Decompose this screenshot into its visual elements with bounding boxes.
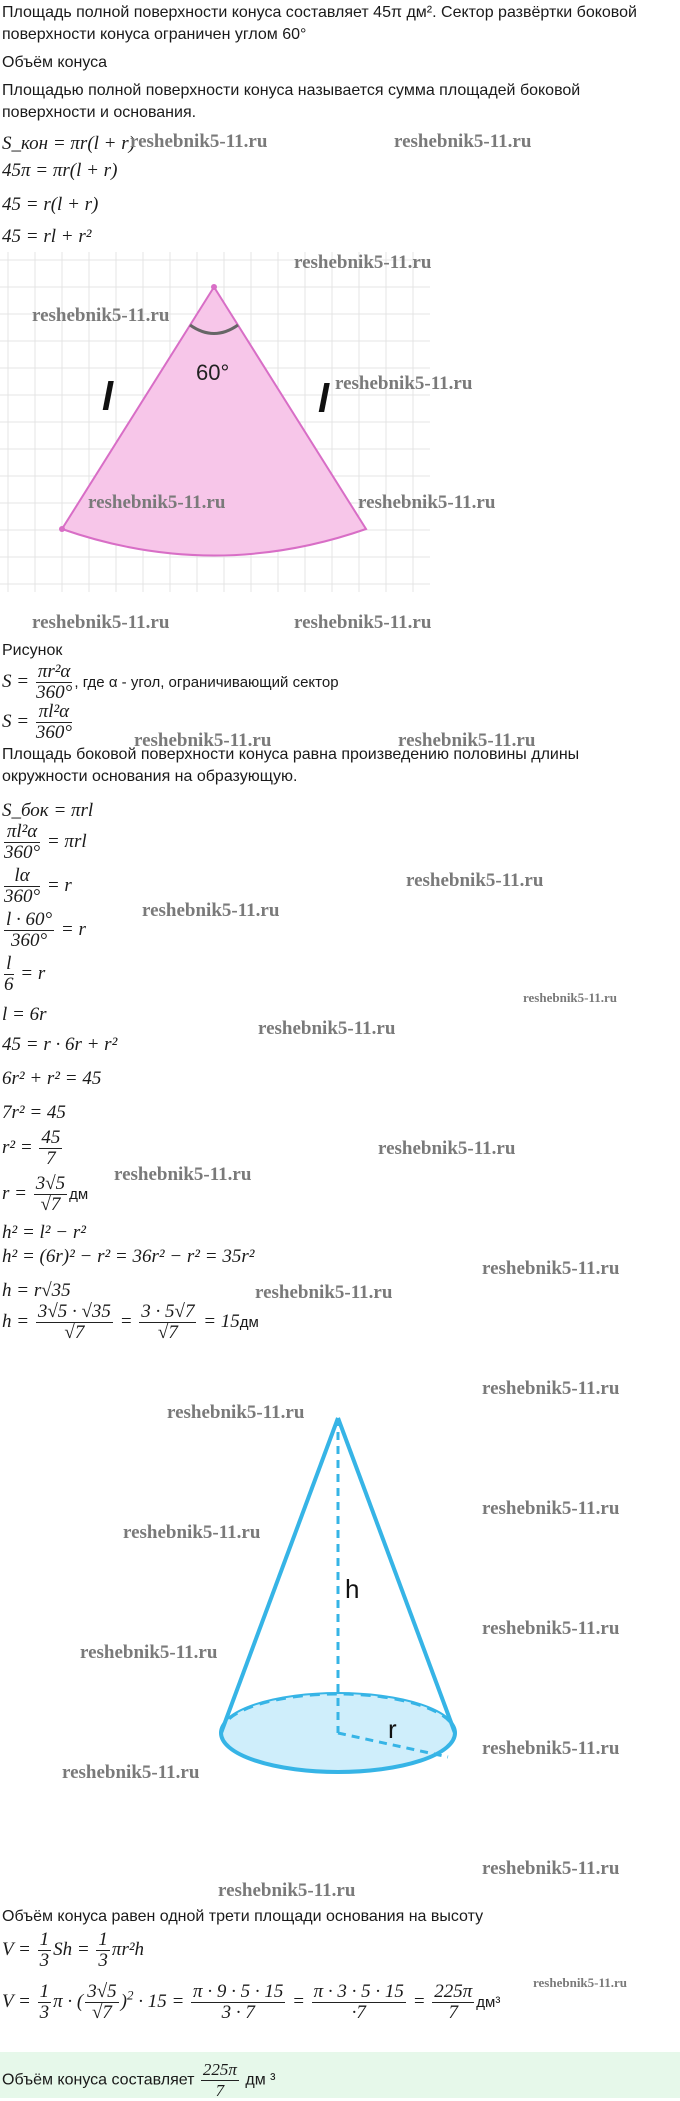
watermark: reshebnik5-11.ru bbox=[62, 1762, 200, 1783]
watermark: reshebnik5-11.ru bbox=[114, 1164, 252, 1185]
watermark: reshebnik5-11.ru bbox=[394, 131, 532, 152]
answer-num: 225π bbox=[202, 2060, 237, 2079]
watermark: reshebnik5-11.ru bbox=[294, 252, 432, 273]
eq-h-r: h = r√35 bbox=[2, 1280, 71, 1301]
eq-h-result: h = $\frac{3√5 \cdot √35}{√7}$ = $\frac{3 \cdot 5√7}{√7}$ = 15дм bbox=[2, 1301, 259, 1343]
s1-den: 360° bbox=[36, 682, 73, 703]
figure-caption: Рисунок bbox=[2, 642, 63, 659]
step-f1: $\frac{\text{πl²α}}{360^\circ}$ = πrl bbox=[4, 821, 87, 863]
watermark: reshebnik5-11.ru bbox=[130, 131, 268, 152]
s1-note: , где α - угол, ограничивающий сектор bbox=[74, 673, 339, 691]
radius-label: r bbox=[388, 1714, 397, 1744]
step-f4: $\frac{l}{6}$ = r bbox=[4, 953, 46, 995]
eq-r: r = $\frac{3√5}{√7}$ дм bbox=[2, 1173, 89, 1215]
cone-side-left bbox=[221, 1418, 338, 1733]
watermark: reshebnik5-11.ru bbox=[80, 1642, 218, 1663]
definition-line-1: Площадью полной поверхности конуса называется сумма площадей боковой bbox=[2, 82, 581, 99]
problem-line-1: Площадь полной поверхности конуса составляет 45π дм². Сектор развёртки боковой bbox=[2, 4, 637, 21]
s2-den: 360° bbox=[35, 722, 72, 743]
sector-apex-point bbox=[211, 284, 217, 290]
watermark: reshebnik5-11.ru bbox=[358, 492, 496, 513]
eq-7r: 7r² = 45 bbox=[2, 1102, 66, 1123]
volume-eq-2: V = $\frac{1}{3}$ π · ( $\frac{3√5}{√7}$ )$^2$ · 15 = $\frac{\pi \cdot 9 \cdot 5 \cdot 15}{3 \cdot 7}$ = $\frac{\pi \cdot 3 \cdot 5 \cdot 15}{\cdot 7}$ = $\frac{225\pi}{7}$ дм³ bbox=[2, 1981, 501, 2023]
lateral-line-2: окружности основания на образующую. bbox=[2, 768, 298, 785]
sector-left-point bbox=[59, 526, 65, 532]
cone-figure bbox=[0, 1400, 500, 1820]
watermark: reshebnik5-11.ru bbox=[88, 492, 226, 513]
height-label: h bbox=[345, 1574, 360, 1604]
eq-45: 45 = r · 6r + r² bbox=[2, 1034, 118, 1055]
volume-rule: Объём конуса равен одной трети площади основания на высоту bbox=[2, 1908, 484, 1925]
eq-6r: 6r² + r² = 45 bbox=[2, 1068, 102, 1089]
watermark: reshebnik5-11.ru bbox=[406, 870, 544, 891]
answer-den: 7 bbox=[215, 2081, 225, 2100]
eq-r2: r² = $\frac{45}{7}$ bbox=[2, 1127, 61, 1169]
s2-num: πl²α bbox=[36, 702, 72, 723]
eq-s-con: S_кон = πr(l + r) bbox=[2, 133, 135, 154]
watermark: reshebnik5-11.ru bbox=[134, 730, 272, 751]
angle-label: 60° bbox=[196, 360, 230, 385]
step-f2: $\frac{l\alpha}{360^\circ}$ = r bbox=[4, 865, 72, 907]
watermark: reshebnik5-11.ru bbox=[32, 305, 170, 326]
eq-4: 45 = rl + r² bbox=[2, 226, 92, 247]
watermark: reshebnik5-11.ru bbox=[482, 1858, 620, 1879]
sector-formula-1: S = $\frac{\text{πr²α}}{360^\circ}$ , где α - угол, ограничивающий сектор bbox=[2, 661, 339, 703]
watermark: reshebnik5-11.ru bbox=[255, 1282, 393, 1303]
answer bbox=[2, 2060, 276, 2101]
watermark: reshebnik5-11.ru bbox=[142, 900, 280, 921]
watermark: reshebnik5-11.ru bbox=[335, 373, 473, 394]
watermark: reshebnik5-11.ru bbox=[167, 1402, 305, 1423]
problem-line-2: поверхности конуса ограничен углом 60° bbox=[2, 26, 307, 43]
eq-l: l = 6r bbox=[2, 1004, 47, 1025]
watermark: reshebnik5-11.ru bbox=[533, 1975, 628, 1990]
definition-line-2: поверхности и основания. bbox=[2, 104, 197, 121]
watermark: reshebnik5-11.ru bbox=[378, 1138, 516, 1159]
watermark: reshebnik5-11.ru bbox=[32, 612, 170, 633]
watermark: reshebnik5-11.ru bbox=[482, 1378, 620, 1399]
sector-shape bbox=[62, 287, 366, 556]
eq-2: 45π = πr(l + r) bbox=[2, 160, 118, 181]
side-label-left: l bbox=[102, 375, 114, 419]
step-f3: $\frac{l \cdot 60^\circ}{360^\circ}$ = r bbox=[6, 909, 86, 951]
eq-h2b: h² = (6r)² − r² = 36r² − r² = 35r² bbox=[2, 1246, 255, 1267]
watermark: reshebnik5-11.ru bbox=[123, 1522, 261, 1543]
question: Объём конуса bbox=[2, 54, 108, 71]
watermark: reshebnik5-11.ru bbox=[482, 1498, 620, 1519]
s1-num: πr²α bbox=[37, 661, 71, 682]
watermark: reshebnik5-11.ru bbox=[398, 730, 536, 751]
volume-eq-1: V = $\frac{1}{3}$ Sh = $\frac{1}{3}$ πr²h bbox=[2, 1929, 145, 1971]
watermark: reshebnik5-11.ru bbox=[482, 1258, 620, 1279]
eq-h2a: h² = l² − r² bbox=[2, 1222, 86, 1243]
watermark: reshebnik5-11.ru bbox=[482, 1618, 620, 1639]
watermark: reshebnik5-11.ru bbox=[523, 990, 618, 1005]
side-label-right: l bbox=[318, 377, 330, 421]
watermark: reshebnik5-11.ru bbox=[482, 1738, 620, 1759]
eq-s-bok: S_бок = πrl bbox=[2, 800, 94, 821]
lateral-line-1: Площадь боковой поверхности конуса равна произведению половины длины bbox=[2, 746, 580, 763]
answer-prefix: Объём конуса составляет bbox=[2, 2071, 195, 2089]
watermark: reshebnik5-11.ru bbox=[218, 1880, 356, 1901]
answer-unit: дм ³ bbox=[245, 2071, 276, 2089]
eq-3: 45 = r(l + r) bbox=[2, 194, 99, 215]
watermark: reshebnik5-11.ru bbox=[258, 1018, 396, 1039]
watermark: reshebnik5-11.ru bbox=[294, 612, 432, 633]
sector-formula-2: S = $\frac{\text{πl²α}}{360^\circ}$ bbox=[2, 701, 72, 743]
